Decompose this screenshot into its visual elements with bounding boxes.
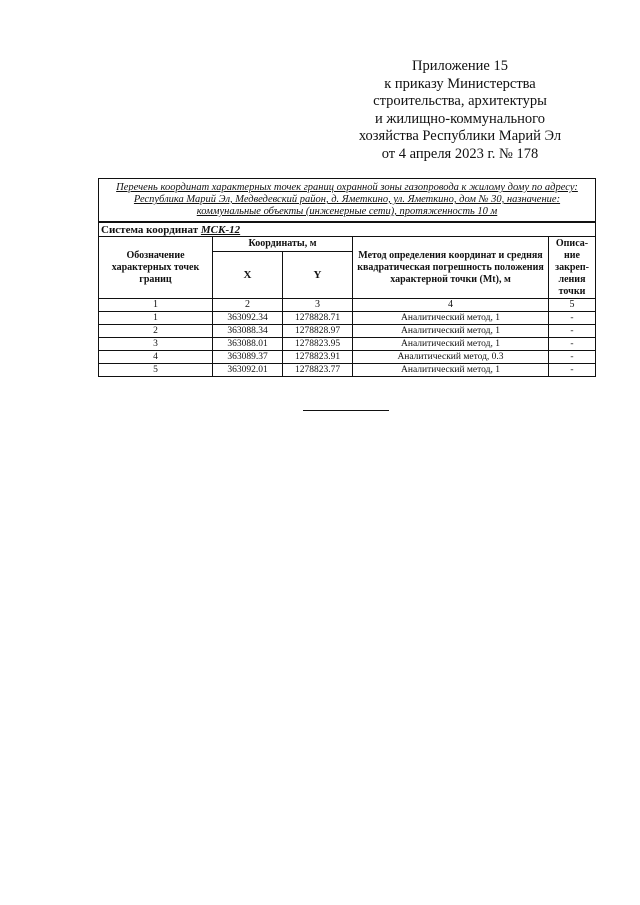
table-caption: Перечень координат характерных точек границ охранной зоны газопровода к жилому дому по адресу: Республика Марий Эл, Медведевский район, д. Яметкино, ул. Яметкино, дом № 30, назначение: коммунальные объекты (инженерные сети), протяженность 10 м (99, 179, 596, 223)
header-description: Описа-ние закреп-ления точки (549, 237, 596, 299)
column-number: 3 (283, 299, 353, 312)
point-cell: 2 (99, 325, 213, 338)
column-number: 5 (549, 299, 596, 312)
x-cell: 363092.34 (213, 312, 283, 325)
annex-line: и жилищно-коммунального (374, 110, 546, 127)
column-number: 2 (213, 299, 283, 312)
method-cell: Аналитический метод, 1 (353, 364, 549, 377)
description-cell: - (549, 351, 596, 364)
point-cell: 5 (99, 364, 213, 377)
annex-line: от 4 апреля 2023 г. № 178 (381, 145, 539, 162)
header-designation: Обозначение характерных точек границ (99, 237, 213, 299)
x-cell: 363089.37 (213, 351, 283, 364)
method-cell: Аналитический метод, 1 (353, 312, 549, 325)
description-cell: - (549, 325, 596, 338)
divider-line (303, 410, 389, 411)
annex-line: Приложение 15 (412, 58, 508, 74)
table-row (99, 351, 596, 364)
header-method: Метод определения координат и средняя квадратическая погрешность положения характерной точки (Mt), м (353, 237, 549, 299)
method-cell: Аналитический метод, 1 (353, 338, 549, 351)
header-y: Y (283, 252, 353, 299)
coordinate-system-name: МСК-12 (200, 223, 241, 236)
table-row (99, 338, 596, 351)
method-cell: Аналитический метод, 0.3 (353, 351, 549, 364)
annex-line: строительства, архитектуры (373, 93, 547, 109)
y-cell: 1278828.97 (283, 325, 353, 338)
method-cell: Аналитический метод, 1 (353, 325, 549, 338)
x-cell: 363088.01 (213, 338, 283, 351)
coordinate-system (99, 222, 596, 237)
coordinates-table (98, 178, 596, 377)
header-coordinates: Координаты, м (213, 237, 353, 252)
description-cell: - (549, 364, 596, 377)
annex-line: хозяйства Республики Марий Эл (358, 128, 562, 144)
y-cell: 1278823.77 (283, 364, 353, 377)
x-cell: 363092.01 (213, 364, 283, 377)
header-x: X (213, 252, 283, 299)
y-cell: 1278823.91 (283, 351, 353, 364)
column-number: 4 (353, 299, 549, 312)
y-cell: 1278823.95 (283, 338, 353, 351)
coordinate-system-label: Система координат (101, 223, 199, 236)
table-row (99, 325, 596, 338)
column-number: 1 (99, 299, 213, 312)
point-cell: 3 (99, 338, 213, 351)
annex-line: к приказу Министерства (384, 75, 536, 92)
column-numbers-row (99, 299, 596, 312)
annex-header (330, 58, 590, 163)
description-cell: - (549, 338, 596, 351)
x-cell: 363088.34 (213, 325, 283, 338)
description-cell: - (549, 312, 596, 325)
point-cell: 4 (99, 351, 213, 364)
point-cell: 1 (99, 312, 213, 325)
table-row (99, 312, 596, 325)
table-row (99, 364, 596, 377)
y-cell: 1278828.71 (283, 312, 353, 325)
